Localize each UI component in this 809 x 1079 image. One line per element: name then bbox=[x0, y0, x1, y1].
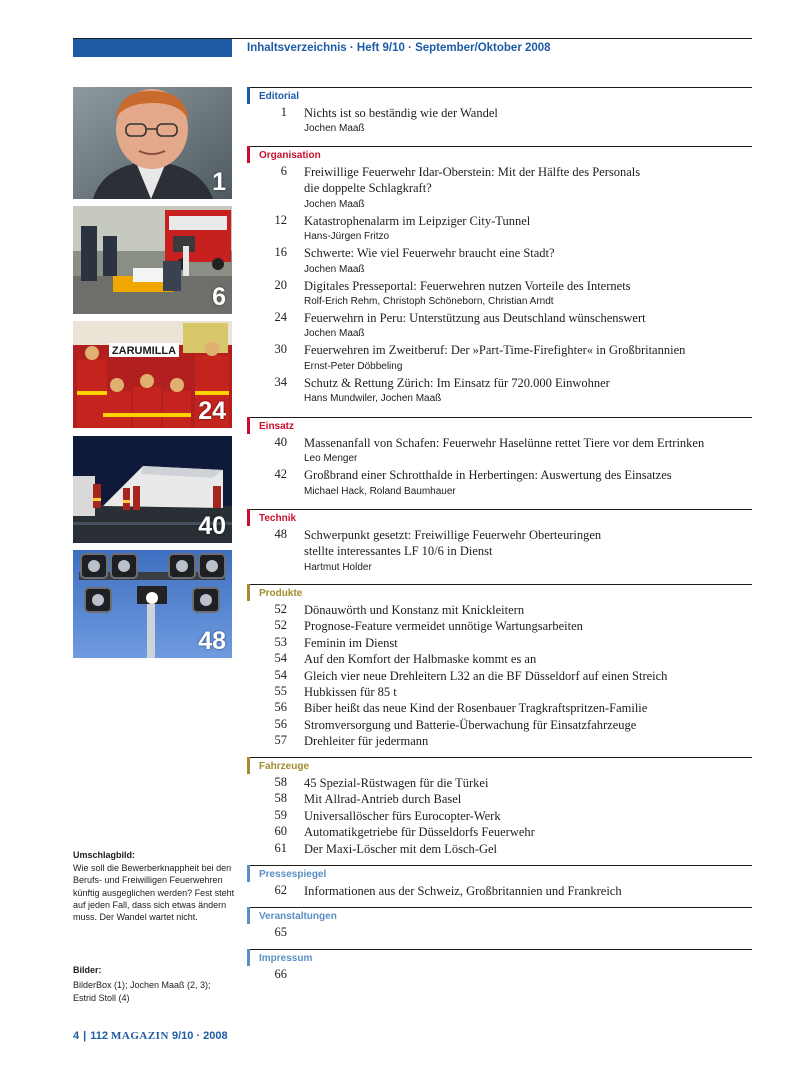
toc-entry[interactable] bbox=[247, 342, 752, 374]
toc-page-number: 56 bbox=[274, 716, 287, 731]
header-color-bar bbox=[73, 39, 232, 57]
page-footer: 4 | 112 MAGAZIN 9/10 · 2008 bbox=[73, 1030, 228, 1042]
section-rule bbox=[247, 584, 752, 585]
section-color-bar bbox=[247, 417, 250, 434]
toc-page-number: 57 bbox=[274, 733, 287, 748]
section-color-bar bbox=[247, 509, 250, 526]
toc-title: Dönauwörth und Konstanz mit Knickleitern bbox=[304, 603, 525, 617]
toc-page-number: 1 bbox=[280, 105, 287, 119]
toc-entry[interactable] bbox=[247, 375, 752, 407]
section-color-bar bbox=[247, 146, 250, 163]
toc-page-number: 66 bbox=[274, 967, 287, 981]
toc-title: Digitales Presseportal: Feuerwehren nutzen Vorteile des Internets bbox=[304, 278, 631, 293]
toc-entry[interactable] bbox=[247, 467, 752, 499]
toc-title: Feuerwehren im Zweitberuf: Der »Part-Time-Firefighter« in Großbritannien bbox=[304, 343, 686, 358]
toc-entry[interactable] bbox=[247, 824, 752, 840]
thumbnail-page-number: 1 bbox=[212, 168, 226, 196]
toc-title: Hubkissen für 85 t bbox=[304, 685, 397, 700]
toc-page-number: 61 bbox=[274, 840, 287, 855]
toc-author: Hans Mundwiler, Jochen Maaß bbox=[304, 393, 442, 405]
toc-page-number: 24 bbox=[274, 310, 287, 325]
toc-entry[interactable] bbox=[247, 245, 752, 277]
section-color-bar bbox=[247, 907, 250, 924]
toc-page-number: 12 bbox=[274, 212, 287, 227]
toc-author: Jochen Maaß bbox=[304, 198, 365, 210]
toc-page-number: 52 bbox=[274, 618, 287, 633]
toc-title: Drehleiter für jedermann bbox=[304, 734, 429, 749]
photo-credits bbox=[73, 964, 235, 1006]
toc-title: Katastrophenalarm im Leipziger City-Tunnel bbox=[304, 213, 531, 228]
toc-page-number: 65 bbox=[274, 925, 287, 939]
toc-entry[interactable] bbox=[247, 435, 752, 467]
cover-caption-text: Wie soll die Bewerberknappheit bei den Berufs- und Freiwilligen Feuerwehren künftig ausgeglichen werden? Fest steht auf jeden Fall, dass sich etwas ändern muss. Der Wandel wartet nicht. bbox=[73, 863, 235, 923]
toc-title: 45 Spezial-Rüstwagen für die Türkei bbox=[304, 776, 489, 790]
toc-entry[interactable] bbox=[247, 717, 752, 733]
cover-caption-label: Umschlagbild: bbox=[73, 850, 136, 860]
toc-title: Informationen aus der Schweiz, Großbritannien und Frankreich bbox=[304, 884, 622, 898]
section-heading-technik: Technik bbox=[259, 513, 297, 524]
toc-entry[interactable] bbox=[247, 105, 752, 137]
toc-title: Der Maxi-Löscher mit dem Lösch-Gel bbox=[304, 841, 497, 856]
section-color-bar bbox=[247, 87, 250, 104]
footer-magazine-name: MAGAZIN bbox=[111, 1030, 169, 1042]
thumbnail-tent-night[interactable] bbox=[73, 436, 232, 543]
toc-entry[interactable] bbox=[247, 635, 752, 651]
toc-page-number: 20 bbox=[274, 277, 287, 292]
section-heading-pressespiegel: Pressespiegel bbox=[259, 869, 327, 880]
toc-entry[interactable] bbox=[247, 791, 752, 807]
toc-author: Hans-Jürgen Fritzo bbox=[304, 231, 390, 243]
page-title: Inhaltsverzeichnis · Heft 9/10 · September/Oktober 2008 bbox=[247, 42, 551, 54]
toc-title-continued: stellte interessantes LF 10/6 in Dienst bbox=[304, 544, 493, 559]
toc-entry[interactable] bbox=[247, 925, 752, 941]
toc-page-number: 54 bbox=[274, 667, 287, 682]
toc-page-number: 34 bbox=[274, 374, 287, 389]
toc-page-number: 48 bbox=[274, 527, 287, 541]
section-rule bbox=[247, 146, 752, 147]
toc-page-number: 58 bbox=[274, 775, 287, 789]
toc-title: Schutz & Rettung Zürich: Im Einsatz für 720.000 Einwohner bbox=[304, 375, 610, 390]
section-rule bbox=[247, 757, 752, 758]
toc-entry[interactable] bbox=[247, 733, 752, 749]
thumbnail-portrait[interactable] bbox=[73, 87, 232, 199]
toc-title: Automatikgetriebe für Düsseldorfs Feuerwehr bbox=[304, 825, 535, 840]
thumbnail-rescue-scene[interactable] bbox=[73, 206, 232, 314]
cover-caption bbox=[73, 849, 235, 923]
toc-author: Ernst-Peter Döbbeling bbox=[304, 360, 403, 372]
thumbnail-page-number: 24 bbox=[198, 397, 226, 425]
footer-issue: 9/10 · 2008 bbox=[171, 1030, 228, 1042]
toc-page-number: 42 bbox=[274, 467, 287, 482]
section-heading-impressum: Impressum bbox=[259, 953, 313, 964]
toc-title: Feminin im Dienst bbox=[304, 635, 398, 650]
section-rule bbox=[247, 509, 752, 510]
toc-page-number: 59 bbox=[274, 807, 287, 822]
toc-title: Mit Allrad-Antrieb durch Basel bbox=[304, 792, 462, 807]
thumbnail-floodlight-mast[interactable] bbox=[73, 550, 232, 658]
toc-title: Feuerwehrn in Peru: Unterstützung aus Deutschland wünschenswert bbox=[304, 311, 646, 326]
section-rule bbox=[247, 949, 752, 950]
toc-title: Stromversorgung und Batterie-Überwachung für Einsatzfahrzeuge bbox=[304, 717, 637, 732]
photo-credits-line: Estrid Stoll (4) bbox=[73, 993, 130, 1003]
toc-title: Biber heißt das neue Kind der Rosenbauer Tragkraftspritzen-Familie bbox=[304, 701, 648, 716]
section-rule bbox=[247, 865, 752, 866]
section-heading-einsatz: Einsatz bbox=[259, 421, 295, 432]
toc-page-number: 55 bbox=[274, 684, 287, 699]
toc-entry[interactable] bbox=[247, 651, 752, 667]
section-color-bar bbox=[247, 949, 250, 966]
toc-title: Auf den Komfort der Halbmaske kommt es an bbox=[304, 652, 537, 667]
section-heading-editorial: Editorial bbox=[259, 91, 300, 102]
thumbnail-page-number: 40 bbox=[198, 512, 226, 540]
section-heading-organisation: Organisation bbox=[259, 150, 321, 161]
toc-title: Universallöscher fürs Eurocopter-Werk bbox=[304, 808, 501, 823]
toc-title-continued: die doppelte Schlagkraft? bbox=[304, 181, 432, 196]
toc-entry[interactable] bbox=[247, 684, 752, 700]
section-heading-produkte: Produkte bbox=[259, 588, 303, 599]
section-rule bbox=[247, 907, 752, 908]
section-color-bar bbox=[247, 584, 250, 601]
section-rule bbox=[247, 87, 752, 88]
thumbnail-page-number: 48 bbox=[198, 627, 226, 655]
toc-entry[interactable] bbox=[247, 602, 752, 618]
toc-title: Prognose-Feature vermeidet unnötige Wartungsarbeiten bbox=[304, 619, 583, 634]
toc-author: Hartmut Holder bbox=[304, 561, 372, 573]
toc-title: Freiwillige Feuerwehr Idar-Oberstein: Mit der Hälfte des Personals bbox=[304, 165, 641, 179]
toc-page-number: 60 bbox=[274, 824, 287, 839]
toc-entry[interactable] bbox=[247, 841, 752, 857]
toc-title: Nichts ist so beständig wie der Wandel bbox=[304, 106, 498, 120]
toc-entry[interactable] bbox=[247, 700, 752, 716]
toc-page-number: 52 bbox=[274, 602, 287, 616]
toc-entry[interactable] bbox=[247, 808, 752, 824]
toc-entry[interactable] bbox=[247, 527, 752, 576]
section-color-bar bbox=[247, 757, 250, 774]
toc-entry[interactable] bbox=[247, 618, 752, 634]
toc-title: Schwerte: Wie viel Feuerwehr braucht eine Stadt? bbox=[304, 246, 555, 261]
toc-author: Jochen Maaß bbox=[304, 263, 365, 275]
footer-page-number: 4 bbox=[73, 1030, 80, 1042]
toc-entry[interactable] bbox=[247, 668, 752, 684]
toc-page-number: 62 bbox=[274, 883, 287, 897]
thumbnail-page-number: 6 bbox=[212, 283, 226, 311]
toc-page-number: 58 bbox=[274, 791, 287, 806]
section-rule bbox=[247, 417, 752, 418]
svg-text:ZARUMILLA: ZARUMILLA bbox=[111, 345, 177, 357]
footer-magazine-number: 112 bbox=[90, 1030, 108, 1042]
toc-title: Großbrand einer Schrotthalde in Herbertingen: Auswertung des Einsatzes bbox=[304, 468, 672, 483]
toc-page-number: 53 bbox=[274, 634, 287, 649]
toc-page-number: 56 bbox=[274, 700, 287, 715]
section-color-bar bbox=[247, 865, 250, 882]
toc-author: Rolf-Erich Rehm, Christoph Schöneborn, Christian Arndt bbox=[304, 296, 554, 308]
toc-title: Massenanfall von Schafen: Feuerwehr Haselünne rettet Tiere vor dem Ertrinken bbox=[304, 436, 705, 450]
toc-page-number: 40 bbox=[274, 435, 287, 449]
toc-title: Schwerpunkt gesetzt: Freiwillige Feuerwehr Oberteuringen bbox=[304, 528, 602, 542]
toc-entry[interactable] bbox=[247, 164, 752, 213]
toc-entry[interactable] bbox=[247, 883, 752, 899]
toc-entry[interactable] bbox=[247, 310, 752, 342]
section-heading-fahrzeuge: Fahrzeuge bbox=[259, 761, 310, 772]
toc-author: Michael Hack, Roland Baumhauer bbox=[304, 485, 456, 497]
photo-credits-line: BilderBox (1); Jochen Maaß (2, 3); bbox=[73, 979, 211, 990]
toc-entry[interactable] bbox=[247, 775, 752, 791]
toc-title: Gleich vier neue Drehleitern L32 an die BF Düsseldorf auf einen Streich bbox=[304, 668, 668, 683]
toc-page-number: 30 bbox=[274, 342, 287, 357]
section-heading-veranstaltungen: Veranstaltungen bbox=[259, 911, 337, 922]
toc-entry[interactable] bbox=[247, 967, 752, 983]
toc-author: Jochen Maaß bbox=[304, 328, 365, 340]
toc-page-number: 6 bbox=[280, 164, 287, 178]
toc-author: Leo Menger bbox=[304, 453, 358, 465]
thumbnail-firefighters-group[interactable] bbox=[73, 321, 232, 428]
toc-author: Jochen Maaß bbox=[304, 123, 365, 135]
toc-page-number: 54 bbox=[274, 651, 287, 666]
toc-entry[interactable] bbox=[247, 278, 752, 310]
toc-page-number: 16 bbox=[274, 245, 287, 260]
toc-entry[interactable] bbox=[247, 213, 752, 245]
photo-credits-label: Bilder: bbox=[73, 965, 102, 975]
